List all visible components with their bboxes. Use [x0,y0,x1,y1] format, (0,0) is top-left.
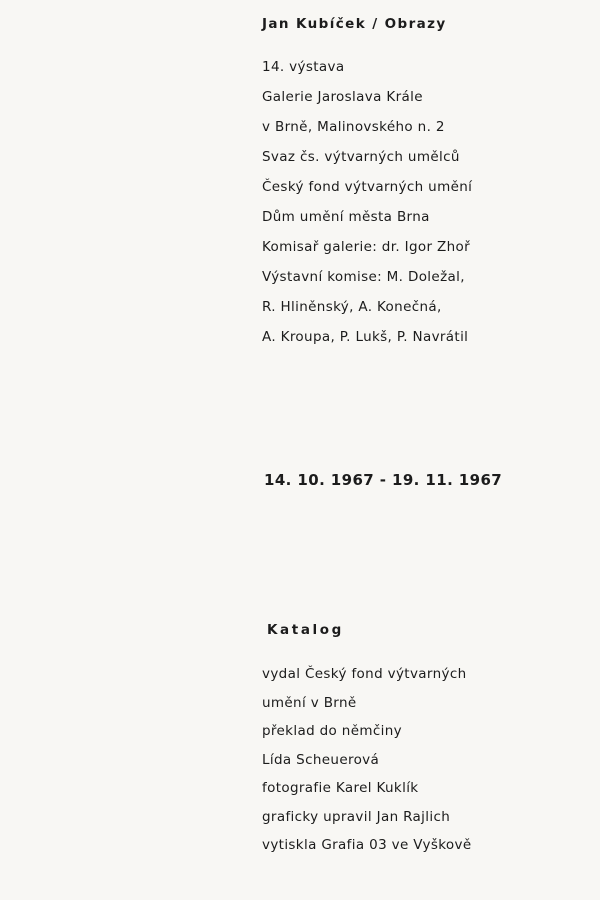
credit-line: vytiskla Grafia 03 ve Vyškově [262,837,472,853]
credit-line: překlad do němčiny [262,723,402,739]
info-line: R. Hliněnský, A. Konečná, [262,299,442,315]
credit-line: Lída Scheuerová [262,751,380,768]
info-line: A. Kroupa, P. Lukš, P. Navrátil [262,329,469,345]
info-line: Dům umění města Brna [262,209,430,225]
credit-line: umění v Brně [262,694,357,711]
info-line: Výstavní komise: M. Doležal, [262,269,465,285]
credit-line: graficky upravil Jan Rajlich [262,808,451,825]
info-line: Galerie Jaroslava Krále [262,89,423,105]
credit-line: fotografie Karel Kuklík [262,780,419,796]
exhibition-info [262,52,472,352]
page-title: Jan Kubíček / Obrazy [262,16,447,32]
info-line: Svaz čs. výtvarných umělců [262,149,460,165]
info-line: Český fond výtvarných umění [262,179,473,195]
exhibition-dates: 14. 10. 1967 - 19. 11. 1967 [264,471,503,489]
catalog-heading: Katalog [267,622,344,638]
catalog-credits [262,660,472,860]
info-line: v Brně, Malinovského n. 2 [262,119,445,135]
info-line: Komisař galerie: dr. Igor Zhoř [262,239,471,255]
credit-line: vydal Český fond výtvarných [262,666,467,682]
info-line: 14. výstava [262,59,345,75]
